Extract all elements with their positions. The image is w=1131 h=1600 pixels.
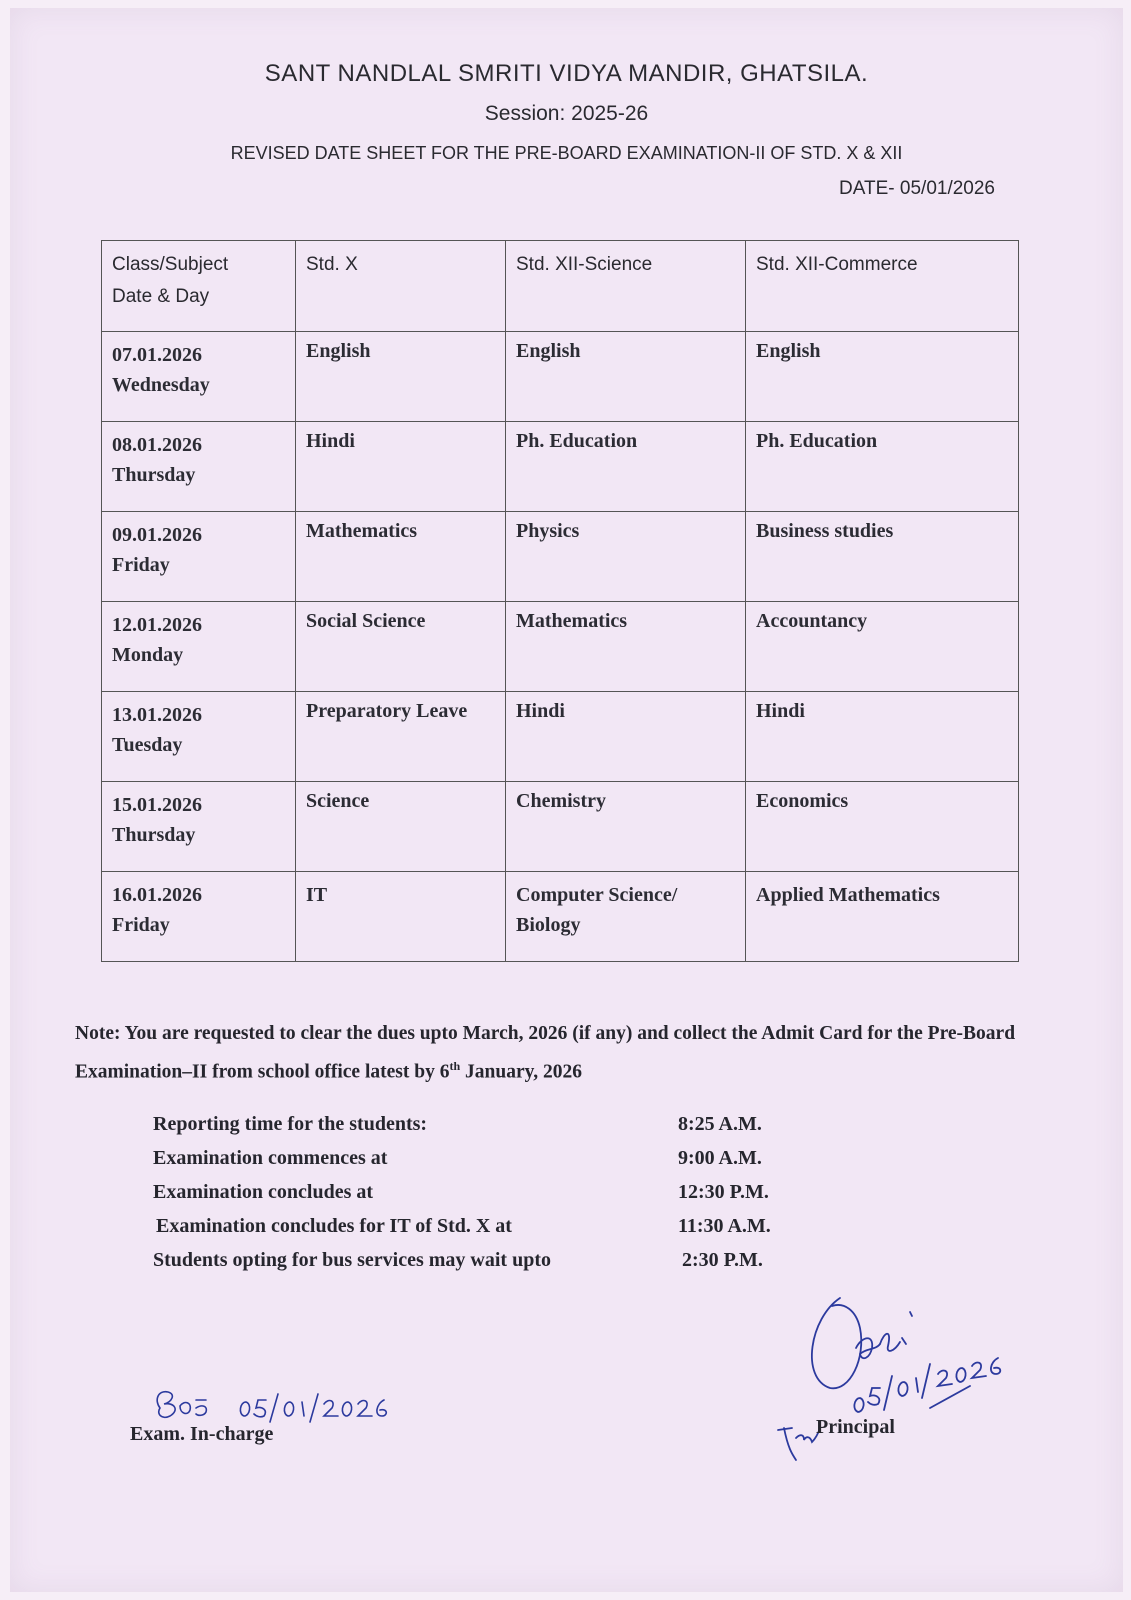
principal-label: Principal xyxy=(816,1416,895,1438)
note-text: Note: You are requested to clear the dues upto March, 2026 (if any) and collect the Admit Card for the Pre-Board Examination–II from school office latest by 6 xyxy=(75,1023,1016,1083)
xii-commerce-subject: Accountancy xyxy=(746,602,1019,692)
timing-row xyxy=(153,1147,853,1181)
date-cell xyxy=(102,422,296,512)
session-label: Session: 2025-26 xyxy=(484,102,649,125)
std-x-subject: English xyxy=(296,332,506,422)
std-x-subject: Hindi xyxy=(296,422,506,512)
timing-label: Examination concludes at xyxy=(153,1181,374,1203)
note-text-end: January, 2026 xyxy=(460,1061,583,1083)
timing-value: 8:25 A.M. xyxy=(678,1113,762,1135)
timing-label: Examination concludes for IT of Std. X at xyxy=(156,1215,512,1237)
header-class-date xyxy=(102,241,296,332)
table-row xyxy=(102,512,1019,602)
exam-date: 13.01.2026 xyxy=(112,704,202,726)
std-x-subject: IT xyxy=(296,872,506,962)
xii-science-subject: Chemistry xyxy=(506,782,746,872)
timing-row xyxy=(153,1181,853,1215)
exam-day: Thursday xyxy=(112,824,196,846)
xii-science-subject-line1: Computer Science/ xyxy=(516,884,678,906)
table-row xyxy=(102,602,1019,692)
std-x-subject: Mathematics xyxy=(296,512,506,602)
xii-science-subject-line2: Biology xyxy=(516,914,581,936)
exam-day: Thursday xyxy=(112,464,196,486)
timing-row xyxy=(153,1249,853,1283)
date-sheet-table xyxy=(101,240,1019,962)
xii-commerce-subject: Economics xyxy=(746,782,1019,872)
exam-day: Monday xyxy=(112,644,184,666)
timing-value: 11:30 A.M. xyxy=(678,1215,771,1237)
date-cell xyxy=(102,512,296,602)
exam-day: Friday xyxy=(112,554,170,576)
xii-commerce-subject: Business studies xyxy=(746,512,1019,602)
xii-commerce-subject: Ph. Education xyxy=(746,422,1019,512)
date-cell xyxy=(102,602,296,692)
xii-science-subject: Physics xyxy=(506,512,746,602)
std-x-subject: Science xyxy=(296,782,506,872)
note-superscript: th xyxy=(449,1059,461,1073)
xii-science-subject: Ph. Education xyxy=(506,422,746,512)
timing-row xyxy=(153,1113,853,1147)
xii-commerce-subject: Applied Mathematics xyxy=(746,872,1019,962)
timing-label: Students opting for bus services may wait upto xyxy=(153,1249,551,1271)
exam-timings xyxy=(153,1113,853,1283)
xii-science-subject xyxy=(506,872,746,962)
timing-value: 2:30 P.M. xyxy=(682,1249,763,1271)
school-name: SANT NANDLAL SMRITI VIDYA MANDIR, GHATSILA. xyxy=(264,60,869,87)
timing-label: Reporting time for the students: xyxy=(153,1113,428,1135)
document-date: DATE- 05/01/2026 xyxy=(839,178,995,199)
table-row xyxy=(102,332,1019,422)
document-subtitle: REVISED DATE SHEET FOR THE PRE-BOARD EXAMINATION-II OF STD. X & XII xyxy=(230,143,903,163)
header-xii-commerce: Std. XII-Commerce xyxy=(746,241,1019,332)
document-page xyxy=(10,8,1123,1592)
table-row xyxy=(102,782,1019,872)
table-row xyxy=(102,692,1019,782)
header-xii-science: Std. XII-Science xyxy=(506,241,746,332)
exam-date: 07.01.2026 xyxy=(112,344,202,366)
header-std-x: Std. X xyxy=(296,241,506,332)
date-cell xyxy=(102,872,296,962)
std-x-subject: Preparatory Leave xyxy=(296,692,506,782)
date-cell xyxy=(102,782,296,872)
table-row xyxy=(102,422,1019,512)
exam-incharge-label: Exam. In-charge xyxy=(130,1423,274,1445)
date-cell xyxy=(102,332,296,422)
note-paragraph xyxy=(75,1018,1065,1089)
xii-science-subject: Hindi xyxy=(506,692,746,782)
exam-date: 12.01.2026 xyxy=(112,614,202,636)
xii-science-subject: English xyxy=(506,332,746,422)
header-class-subject: Class/Subject xyxy=(112,254,229,275)
timing-row xyxy=(153,1215,853,1249)
principal-signature xyxy=(770,1278,1010,1468)
exam-date: 15.01.2026 xyxy=(112,794,202,816)
exam-day: Wednesday xyxy=(112,374,210,396)
table-row xyxy=(102,872,1019,962)
timing-label: Examination commences at xyxy=(153,1147,388,1169)
exam-day: Tuesday xyxy=(112,734,183,756)
timing-value: 9:00 A.M. xyxy=(678,1147,762,1169)
timing-value: 12:30 P.M. xyxy=(678,1181,769,1203)
xii-science-subject: Mathematics xyxy=(506,602,746,692)
exam-date: 16.01.2026 xyxy=(112,884,202,906)
xii-commerce-subject: Hindi xyxy=(746,692,1019,782)
date-cell xyxy=(102,692,296,782)
exam-date: 08.01.2026 xyxy=(112,434,202,456)
header-date-day: Date & Day xyxy=(112,286,210,307)
exam-date: 09.01.2026 xyxy=(112,524,202,546)
xii-commerce-subject: English xyxy=(746,332,1019,422)
table-header-row xyxy=(102,241,1019,332)
exam-day: Friday xyxy=(112,914,170,936)
std-x-subject: Social Science xyxy=(296,602,506,692)
